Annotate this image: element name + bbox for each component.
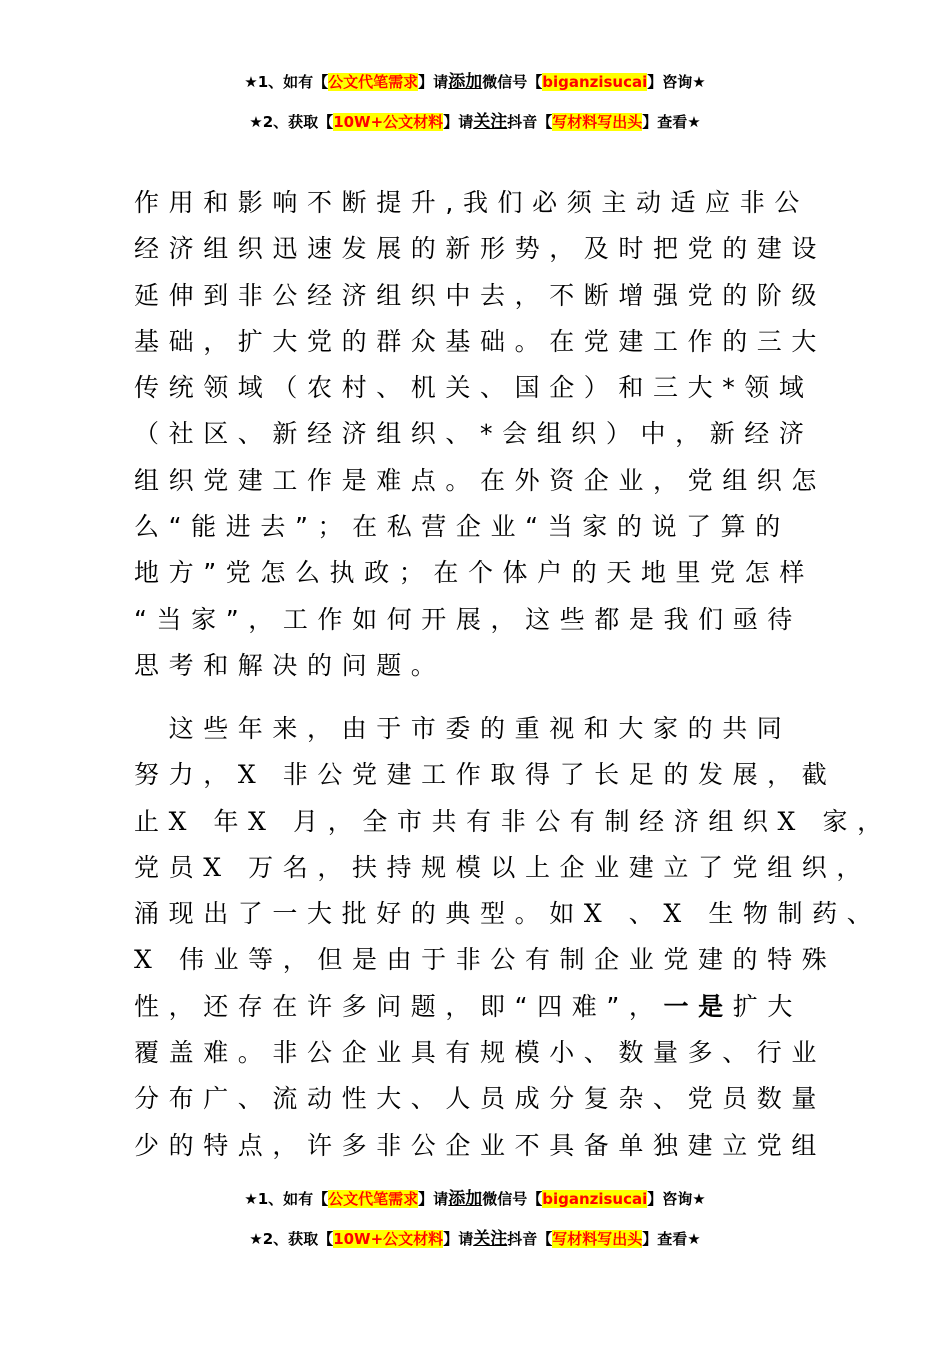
placeholder-x: X xyxy=(777,806,805,836)
promo-highlight: 公文代笔需求 xyxy=(328,1190,419,1208)
placeholder-x: X xyxy=(168,806,197,836)
promo-emphasis: 添加 xyxy=(448,72,483,92)
text-run: 年 xyxy=(196,806,249,836)
promo-text: 】请 xyxy=(443,113,474,131)
paragraph-2 xyxy=(134,706,892,1169)
promo-text: 抖音【 xyxy=(507,113,553,131)
text-run: 党员 xyxy=(134,852,204,882)
text-line xyxy=(134,752,837,798)
promo-emphasis: 关注 xyxy=(473,112,508,132)
text-line: 基础，扩大党的群众基础。在党建工作的三大 xyxy=(134,326,827,356)
text-line xyxy=(134,984,834,1030)
text-run: 止 xyxy=(134,806,169,836)
promo-text: ★1、如有【 xyxy=(244,1190,329,1208)
promo-emphasis: 关注 xyxy=(473,1229,508,1249)
paragraph-1 xyxy=(134,180,834,689)
text-run: 月，全市共有非公有制经济组织 xyxy=(275,806,778,836)
text-run: 伟业等，但是由于非公有制企业党建的特殊 xyxy=(161,945,837,975)
text-run: 扩大 xyxy=(732,991,802,1021)
promo-highlight: 写材料写出头 xyxy=(552,1230,643,1248)
text-run: 、 xyxy=(611,899,664,929)
placeholder-x: X xyxy=(583,899,612,929)
promo-text: ★1、如有【 xyxy=(244,73,329,91)
promo-text: 抖音【 xyxy=(507,1230,553,1248)
promo-text: 】咨询★ xyxy=(647,1190,706,1208)
text-line xyxy=(134,799,892,845)
promo-text: 】查看★ xyxy=(642,1230,701,1248)
promo-text: 】咨询★ xyxy=(647,73,706,91)
placeholder-x: X xyxy=(237,760,266,790)
promo-highlight: biganzisucai xyxy=(542,1190,648,1208)
promo-text: ★2、获取【 xyxy=(249,113,334,131)
text-line: 覆盖难。非公企业具有规模小、数量多、行业 xyxy=(134,1038,827,1068)
text-run: 非公党建工作取得了长足的发展，截 xyxy=(265,760,837,790)
text-line: 少的特点，许多非公企业不具备单独建立党组 xyxy=(134,1130,827,1160)
promo-text: 】请 xyxy=(418,73,449,91)
text-line: “当家”，工作如何开展，这些都是我们亟待 xyxy=(134,604,802,634)
text-line: 这些年来，由于市委的重视和大家的共同 xyxy=(134,714,792,743)
text-run: 万名，扶持规模以上企业建立了党组织， xyxy=(230,852,871,882)
text-run: 生物制药、 xyxy=(690,899,882,929)
text-run: 家， xyxy=(804,806,892,836)
placeholder-x: X xyxy=(203,852,231,882)
promo-emphasis: 添加 xyxy=(448,1189,483,1209)
footer-promo-line-1 xyxy=(0,1189,950,1209)
promo-text: 】查看★ xyxy=(642,113,701,131)
promo-highlight: 10W+公文材料 xyxy=(333,113,444,131)
text-line: 延伸到非公经济组织中去，不断增强党的阶级 xyxy=(134,280,827,310)
header-promo-line-1 xyxy=(0,72,950,92)
text-line: 分布广、流动性大、人员成分复杂、党员数量 xyxy=(134,1084,827,1114)
text-line: 地方”党怎么执政；在个体户的天地里党怎样 xyxy=(134,558,814,588)
text-run: 努力， xyxy=(134,760,238,790)
placeholder-x: X xyxy=(663,899,691,929)
text-line: 么“能进去”；在私营企业“当家的说了算的 xyxy=(134,512,790,542)
promo-highlight: 公文代笔需求 xyxy=(328,73,419,91)
promo-text: 微信号【 xyxy=(482,1190,543,1208)
promo-highlight: biganzisucai xyxy=(542,73,648,91)
footer-promo-line-2 xyxy=(0,1229,950,1249)
promo-text: 微信号【 xyxy=(482,73,543,91)
text-line xyxy=(134,845,871,891)
text-line: （社区、新经济组织、*会组织）中，新经济 xyxy=(134,419,814,449)
bold-run: 一是 xyxy=(663,991,733,1021)
promo-text: 】请 xyxy=(443,1230,474,1248)
text-run: 性，还存在许多问题，即“四难”， xyxy=(134,991,664,1021)
placeholder-x: X xyxy=(248,806,276,836)
promo-highlight: 10W+公文材料 xyxy=(333,1230,444,1248)
promo-text: 】请 xyxy=(418,1190,449,1208)
header-promo-line-2 xyxy=(0,112,950,132)
text-line: 组织党建工作是难点。在外资企业，党组织怎 xyxy=(134,465,827,495)
promo-highlight: 写材料写出头 xyxy=(552,113,643,131)
promo-text: ★2、获取【 xyxy=(249,1230,334,1248)
text-line: 作用和影响不断提升,我们必须主动适应非公 xyxy=(134,188,809,217)
text-line xyxy=(134,937,837,983)
placeholder-x: X xyxy=(134,945,162,975)
text-run: 涌现出了一大批好的典型。如 xyxy=(134,899,584,929)
text-line: 传统领域（农村、机关、国企）和三大*领域 xyxy=(134,373,814,403)
text-line: 经济组织迅速发展的新形势，及时把党的建设 xyxy=(134,234,827,264)
text-line xyxy=(134,891,882,937)
text-line: 思考和解决的问题。 xyxy=(134,650,446,680)
